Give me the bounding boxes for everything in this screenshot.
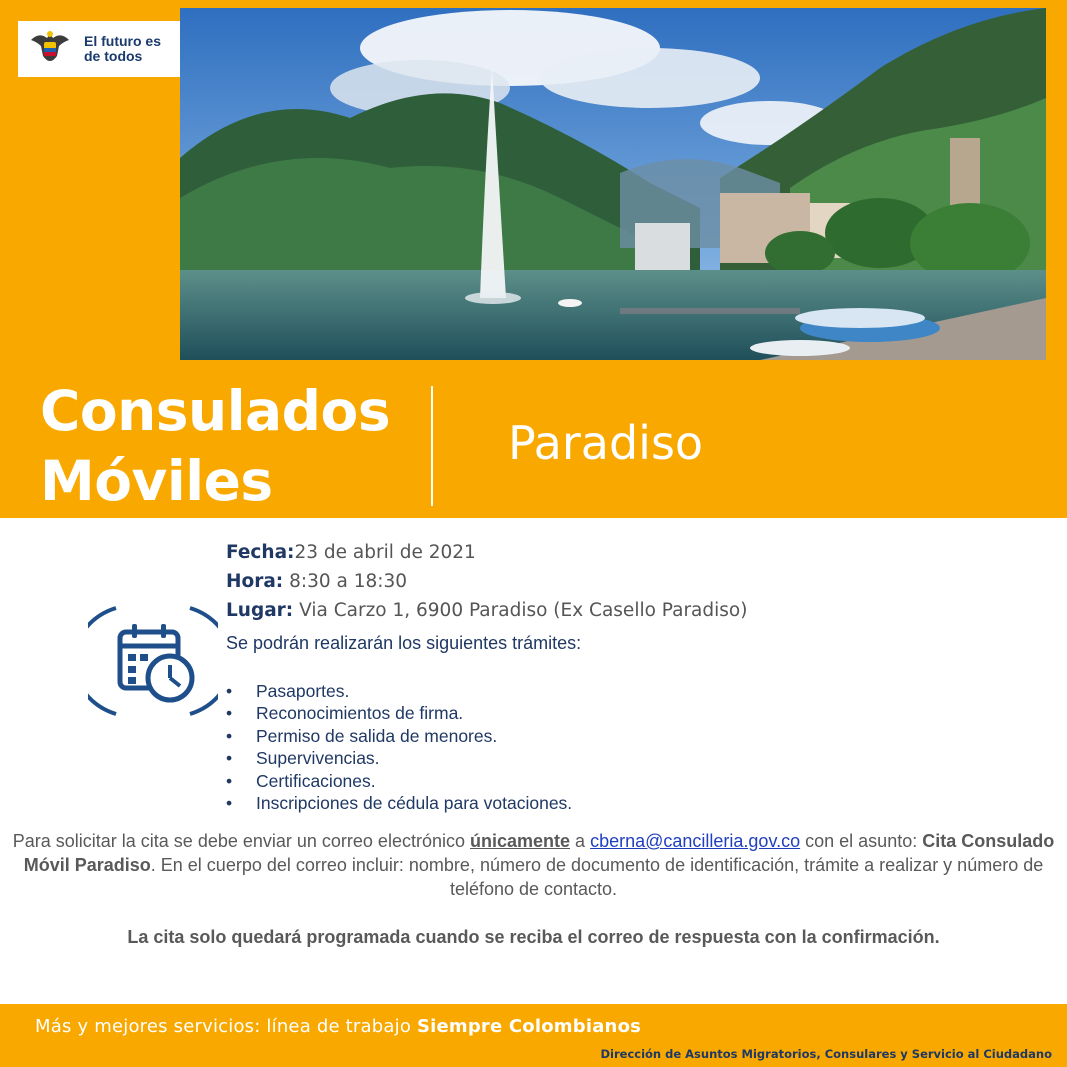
footer-tagline [35, 1016, 641, 1037]
bullet: • [226, 748, 233, 769]
date-label: Fecha: [226, 542, 295, 563]
slogan-text: El futuro es de todos [84, 33, 162, 64]
footer-department: Dirección de Asuntos Migratorios, Consulares y Servicio al Ciudadano [600, 1047, 1052, 1061]
procedures-intro: Se podrán realizarán los siguientes trámites: [226, 633, 582, 653]
time-label: Hora: [226, 571, 284, 592]
header-photo [180, 8, 1046, 360]
coat-of-arms-icon [24, 23, 76, 75]
instructions-text-2: a [575, 831, 586, 851]
instructions-emphasis: únicamente [470, 831, 571, 851]
page-title [40, 376, 390, 516]
instructions-text-3: con el asunto: [805, 831, 918, 851]
place-label: Lugar: [226, 600, 294, 621]
procedures-list [226, 680, 572, 814]
list-item: • Certificaciones. [226, 770, 376, 791]
calendar-clock-icon [88, 604, 218, 718]
date-line [226, 538, 986, 567]
event-details [226, 538, 986, 655]
place-value: Via Carzo 1, 6900 Paradiso (Ex Casello Paradiso) [299, 600, 748, 621]
bullet: • [226, 725, 233, 746]
list-item: • Permiso de salida de menores. [226, 725, 498, 746]
confirmation-note: La cita solo quedará programada cuando se reciba el correo de respuesta con la confirmación. [127, 927, 940, 947]
footer-tagline-prefix: Más y mejores servicios: línea de trabajo [35, 1016, 412, 1037]
bullet: • [226, 703, 233, 724]
bullet: • [226, 770, 233, 791]
list-item: • Inscripciones de cédula para votaciones. [226, 793, 573, 814]
footer-band [0, 1004, 1067, 1067]
instructions-text-4: . En el cuerpo del correo incluir: nombre, número de documento de identificación, trámite a realizar y número de teléfono de contacto. [150, 855, 1044, 899]
time-value: 8:30 a 18:30 [289, 571, 408, 592]
list-item: • Reconocimientos de firma. [226, 703, 464, 724]
city-name: Paradiso [508, 416, 704, 470]
title-line-2: Móviles [40, 449, 273, 513]
list-item: • Pasaportes. [226, 681, 350, 701]
title-line-1: Consulados [40, 379, 391, 443]
date-value: 23 de abril de 2021 [294, 542, 476, 563]
list-item: • Supervivencias. [226, 748, 380, 769]
title-divider [431, 386, 433, 506]
time-line [226, 567, 986, 596]
bullet: • [226, 793, 233, 814]
email-link[interactable]: cberna@cancilleria.gov.co [590, 831, 801, 851]
instructions-paragraph [10, 829, 1057, 901]
bullet: • [226, 681, 233, 701]
place-line [226, 596, 986, 625]
footer-tagline-strong: Siempre Colombianos [416, 1016, 642, 1037]
email-subject: Cita Consulado Móvil Paradiso [23, 831, 1055, 875]
instructions-text-1: Para solicitar la cita se debe enviar un correo electrónico [12, 831, 465, 851]
